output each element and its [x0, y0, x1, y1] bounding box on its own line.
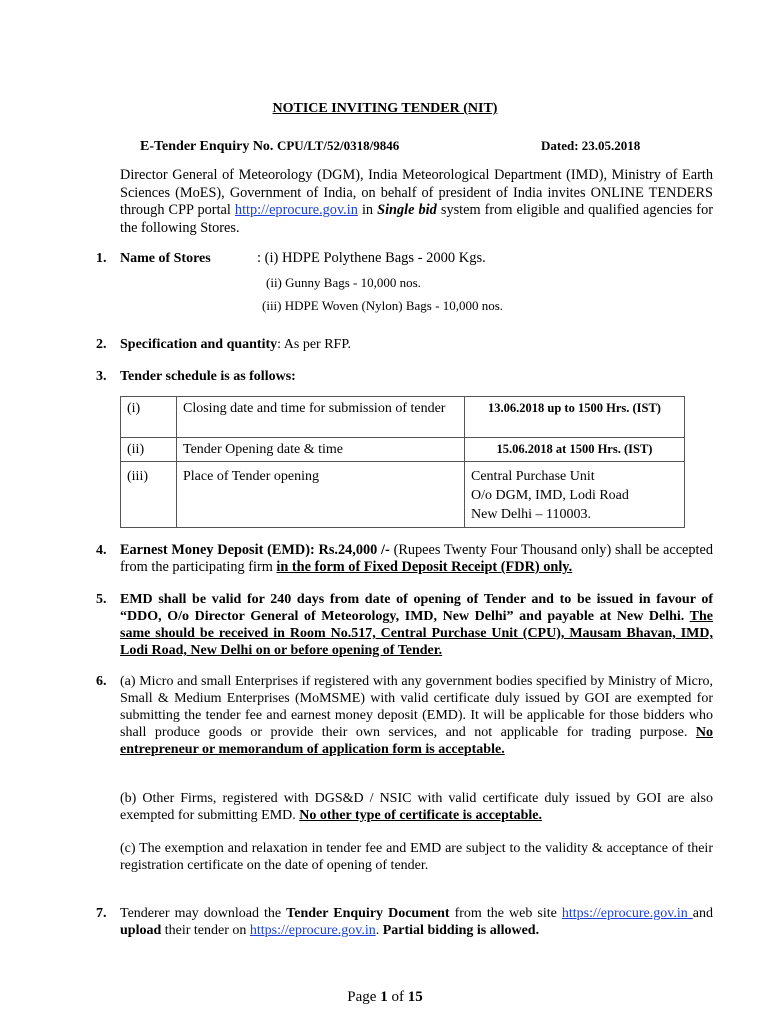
emd-validity-paragraph	[120, 591, 713, 659]
stores-line-1: : (i) HDPE Polythene Bags - 2000 Kgs.	[257, 250, 486, 266]
enquiry-value: CPU/LT/52/0318/9846	[276, 138, 400, 153]
download-text: their tender on	[161, 923, 250, 938]
stores-line-3: (iii) HDPE Woven (Nylon) Bags - 10,000 nos.	[262, 298, 504, 313]
tender-document-label: Tender Enquiry Document	[286, 906, 450, 921]
item-number: 5.	[96, 592, 107, 607]
tender-schedule-table	[120, 396, 685, 528]
item-number: 2.	[96, 337, 107, 352]
page-footer	[0, 989, 770, 1006]
intro-text-end: system from eligible and qualified agencies for the following Stores.	[120, 202, 713, 236]
item-number: 6.	[96, 674, 107, 689]
address-line: New Delhi – 110003.	[471, 507, 592, 522]
enquiry-number	[140, 138, 399, 155]
emd-fdr-note: in the form of Fixed Deposit Receipt (FDR) only.	[276, 559, 573, 575]
dated-label: Dated: 23.05.2018	[541, 138, 641, 153]
row-index: (iii)	[121, 462, 177, 528]
page-title: NOTICE INVITING TENDER (NIT)	[272, 101, 498, 116]
row-value: 15.06.2018 at 1500 Hrs. (IST)	[465, 438, 685, 462]
exemption-b-note: No other type of certificate is acceptable.	[299, 808, 542, 823]
address-line: O/o DGM, IMD, Lodi Road	[471, 488, 629, 503]
emd-amount: Earnest Money Deposit (EMD): Rs.24,000 /-	[120, 542, 390, 558]
eprocure-link[interactable]: https://eprocure.gov.in	[561, 906, 693, 921]
item-number: 4.	[96, 543, 107, 558]
specification-line	[120, 337, 351, 353]
item-number: 1.	[96, 251, 107, 266]
row-index: (i)	[121, 397, 177, 438]
upload-label: upload	[120, 923, 162, 938]
page-number: 1	[380, 989, 388, 1005]
download-text: .	[375, 923, 383, 938]
download-paragraph	[120, 905, 713, 939]
exemption-para-b	[120, 790, 713, 824]
specification-label: Specification and quantity	[120, 337, 278, 352]
row-description: Place of Tender opening	[177, 462, 465, 528]
page-total: 15	[407, 989, 423, 1005]
row-value: 13.06.2018 up to 1500 Hrs. (IST)	[465, 397, 685, 438]
download-text: Tenderer may download the	[120, 906, 287, 921]
emd-submission-note: The same should be received in Room No.517, Central Purchase Unit (CPU), Mausam Bhavan, IMD, Lodi Road, New Delhi on or before opening of Tender.	[120, 609, 713, 658]
table-row	[121, 462, 685, 528]
row-description: Closing date and time for submission of tender	[177, 397, 465, 438]
table-row	[121, 397, 685, 438]
row-description: Tender Opening date & time	[177, 438, 465, 462]
item-number: 3.	[96, 369, 107, 384]
partial-bidding-note: Partial bidding is allowed.	[382, 923, 540, 938]
exemption-para-c: (c) The exemption and relaxation in tender fee and EMD are subject to the validity & acceptance of their registration certificate on the date of opening of tender.	[120, 841, 713, 873]
exemption-a-text: (a) Micro and small Enterprises if registered with any government bodies specified by Ministry of Micro, Small & Medium Enterprises (MoMSME) with valid certificate duly issued by GOI are exempted for submitting the tender fee and earnest money deposit (EMD). It will be applicable for those bidders who shall produce goods or provide their own services, and not applicable for trading purpose.	[120, 674, 713, 740]
row-value-address	[465, 462, 685, 528]
stores-line-2: (ii) Gunny Bags - 10,000 nos.	[266, 275, 421, 290]
intro-text-mid: in	[357, 202, 378, 219]
download-text: from the web site	[449, 906, 562, 921]
address-line: Central Purchase Unit	[471, 469, 595, 484]
emd-paragraph	[120, 542, 713, 576]
stores-label: Name of Stores	[120, 251, 211, 266]
table-row	[121, 438, 685, 462]
item-number: 7.	[96, 906, 107, 921]
emd-text: (Rupees Twenty Four Thousand only) shall be accepted from the participating firm	[120, 542, 714, 575]
intro-text: Director General of Meteorology (DGM), India Meteorological Department (IMD), Ministry of Earth Sciences (MoES), Government of India, on behalf of president of India invites ONLINE TENDERS through CPP portal	[120, 167, 713, 219]
eprocure-link[interactable]: https://eprocure.gov.in	[249, 923, 376, 938]
page-label: Page	[347, 989, 381, 1005]
schedule-heading: Tender schedule is as follows:	[120, 369, 296, 384]
eprocure-link[interactable]: http://eprocure.gov.in	[234, 202, 358, 219]
page-of-label: of	[387, 989, 408, 1005]
exemption-a-note: No entrepreneur or memorandum of application form is acceptable.	[120, 725, 713, 757]
enquiry-label: E-Tender Enquiry No.	[140, 139, 274, 154]
specification-value: : As per RFP.	[277, 337, 352, 352]
emd-validity-text: EMD shall be valid for 240 days from date of opening of Tender and to be issued in favour of “DDO, O/o Director General of Meteorology, IMD, New Delhi” and payable at New Delhi.	[120, 592, 713, 624]
row-index: (ii)	[121, 438, 177, 462]
exemption-b-text: (b) Other Firms, registered with DGS&D / NSIC with valid certificate duly issued by GOI are also exempted for submitting EMD.	[120, 791, 713, 823]
exemption-para-a	[120, 673, 713, 758]
intro-paragraph	[120, 167, 713, 237]
download-text: and	[692, 906, 713, 921]
single-bid-emphasis: Single bid	[377, 202, 437, 219]
